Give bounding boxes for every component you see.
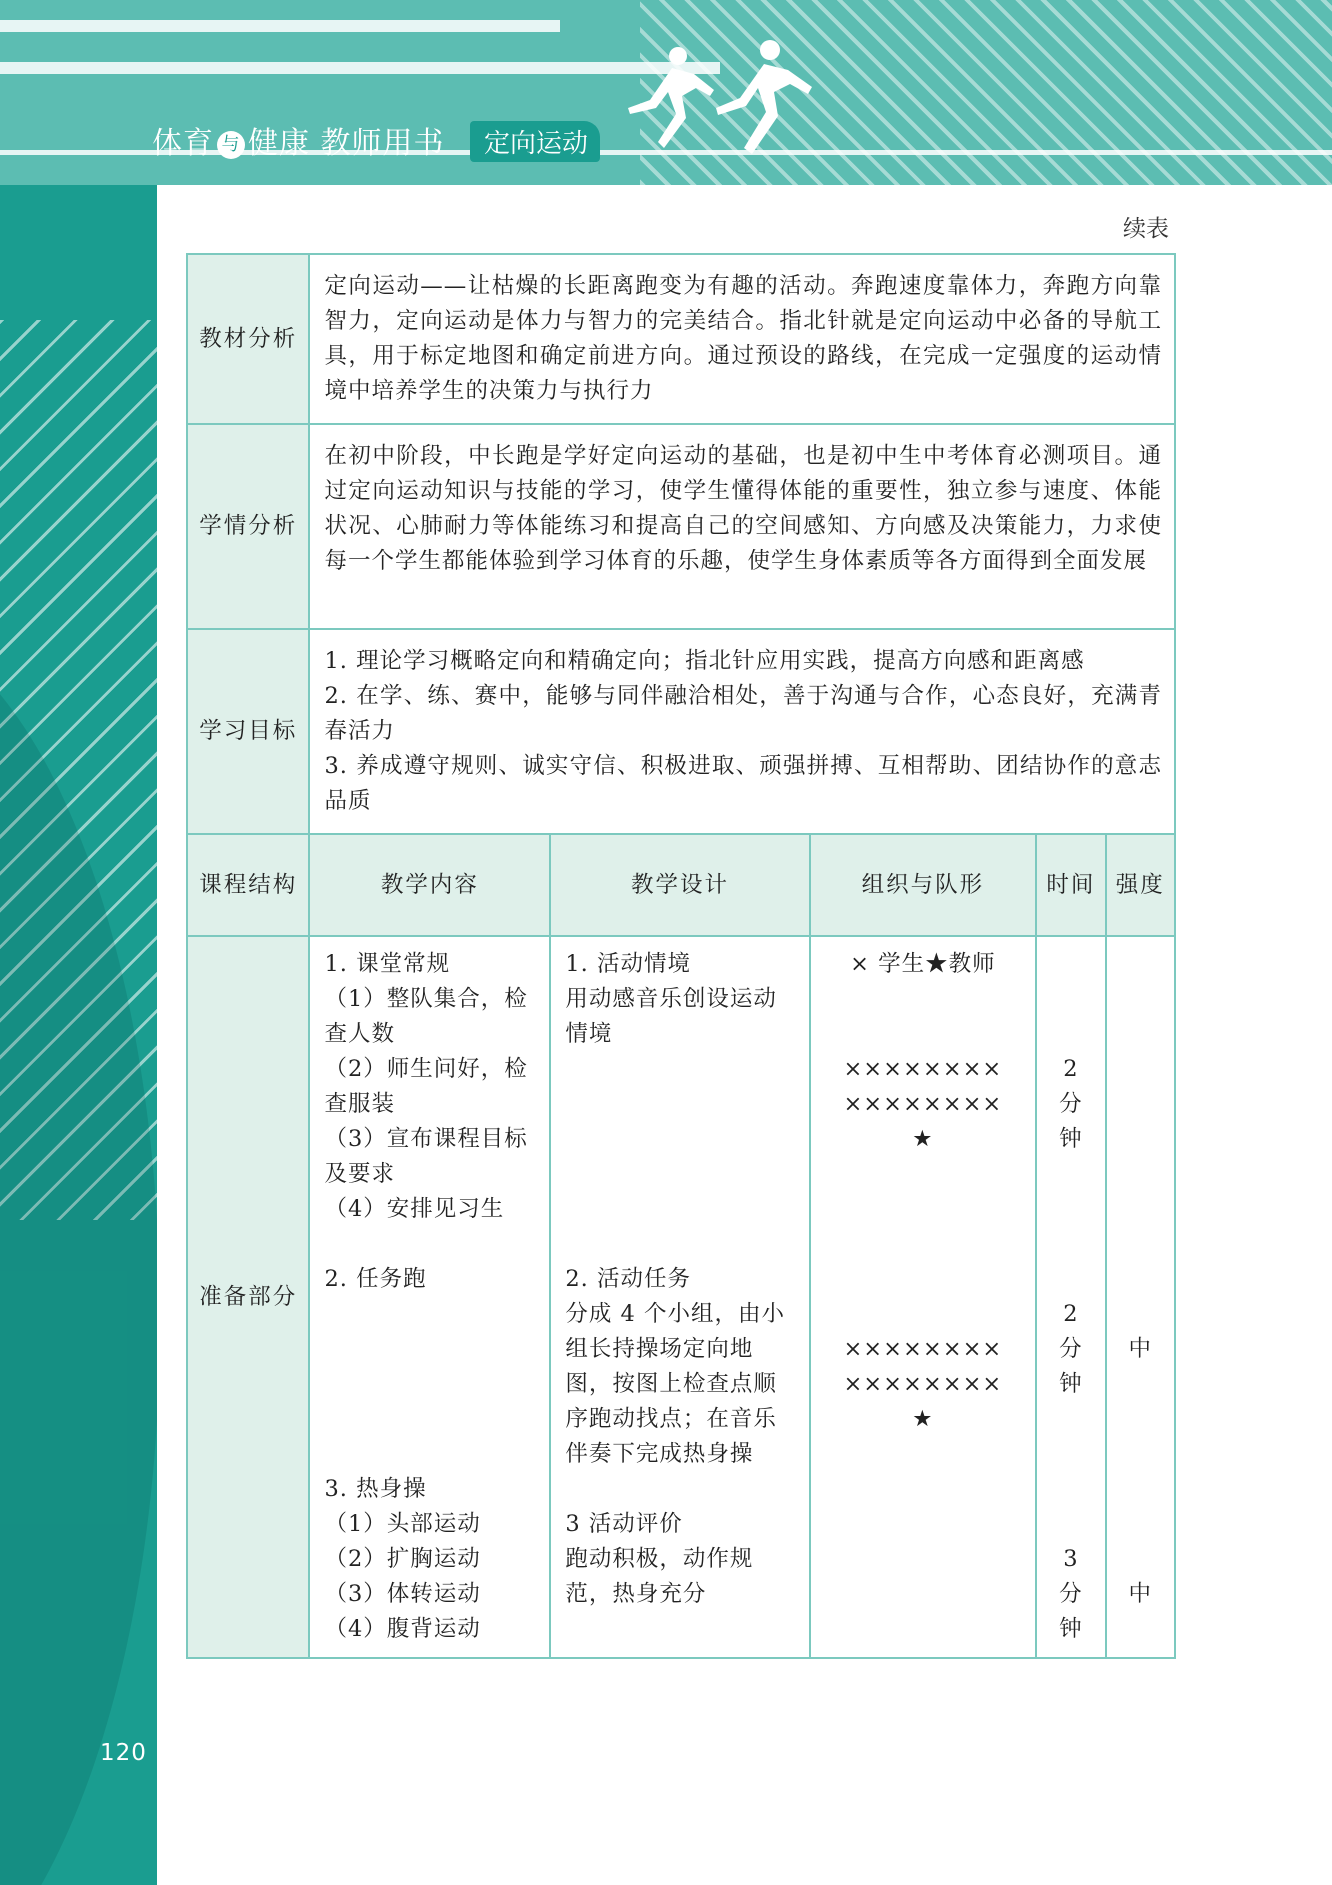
header-structure: 课程结构 <box>187 834 309 936</box>
design-line: 分成 4 个小组，由小组长持操场定向地图，按图上检查点顺序跑动找点；在音乐伴奏下完成热身操 <box>565 1301 785 1467</box>
content-line: 1. 课堂常规 <box>324 951 451 977</box>
label-text: 学习目标 <box>199 718 298 744</box>
design-line: 2. 活动任务 <box>565 1266 691 1292</box>
time-line: 分 <box>1059 1581 1083 1607</box>
content-line: （3）体转运动 <box>324 1581 481 1607</box>
content-line: 3. 热身操 <box>324 1476 427 1502</box>
header-band <box>0 20 560 32</box>
formation-row: ×××××××× <box>843 1056 1003 1082</box>
design-line: 跑动积极，动作规范，热身充分 <box>565 1546 754 1607</box>
goal-item: 1. 理论学习概略定向和精确定向；指北针应用实践，提高方向感和距离感 <box>324 648 1085 674</box>
teacher-star: ★ <box>912 1406 934 1432</box>
page-header <box>0 0 1332 185</box>
org-legend: × 学生★教师 <box>850 951 996 977</box>
formation-row: ×××××××× <box>843 1336 1003 1362</box>
side-decoration <box>0 0 157 1885</box>
header-org: 组织与队形 <box>810 834 1037 936</box>
design-line: 用动感音乐创设运动情境 <box>565 986 777 1047</box>
time-line: 钟 <box>1059 1616 1083 1642</box>
label-xueqing <box>187 424 309 629</box>
row-mubiao <box>187 629 1175 834</box>
content-line: （1）头部运动 <box>324 1511 481 1537</box>
page-number: 120 <box>100 1740 147 1766</box>
label-text: 学情分析 <box>199 513 298 539</box>
time-line: 分 <box>1059 1336 1083 1362</box>
structure-header-row <box>187 834 1175 936</box>
chapter-badge: 定向运动 <box>470 121 600 162</box>
prep-design <box>550 936 809 1658</box>
time-line: 钟 <box>1059 1371 1083 1397</box>
header-intensity: 强度 <box>1106 834 1175 936</box>
header-content: 教学内容 <box>309 834 550 936</box>
row-jiaocai <box>187 254 1175 424</box>
content-line: （4）腹背运动 <box>324 1616 481 1642</box>
content-line: 2. 任务跑 <box>324 1266 427 1292</box>
label-prep <box>187 936 309 1658</box>
content-line: （3）宣布课程目标及要求 <box>324 1126 528 1187</box>
header-design: 教学设计 <box>550 834 809 936</box>
intensity-value: 中 <box>1128 1581 1153 1607</box>
teacher-star: ★ <box>912 1126 934 1152</box>
label-text: 教材分析 <box>199 325 298 352</box>
title-and-badge: 与 <box>217 131 245 159</box>
design-line: 1. 活动情境 <box>565 951 691 977</box>
time-line: 2 <box>1063 1056 1079 1082</box>
row-prep <box>187 936 1175 1658</box>
title-part1: 体育 <box>152 126 214 161</box>
row-xueqing <box>187 424 1175 629</box>
title-part2: 健康 教师用书 <box>248 126 445 161</box>
text-xueqing: 在初中阶段，中长跑是学好定向运动的基础，也是初中生中考体育必测项目。通过定向运动知识与技能的学习，使学生懂得体能的重要性，独立参与速度、体能状况、心肺耐力等体能练习和提高自己的空间感知、方向感及决策能力，力求使每一个学生都能体验到学习体育的乐趣，使学生身体素质等各方面得到全面发展 <box>309 424 1175 629</box>
continued-label: 续表 <box>1123 216 1169 242</box>
content-line: （4）安排见习生 <box>324 1196 505 1222</box>
label-mubiao <box>187 629 309 834</box>
goal-item: 2. 在学、练、赛中，能够与同伴融洽相处，善于沟通与合作，心态良好，充满青春活力 <box>324 683 1162 744</box>
header-band <box>0 62 720 74</box>
lesson-plan-table <box>186 253 1176 1659</box>
prep-content <box>309 936 550 1658</box>
time-line: 3 <box>1063 1546 1079 1572</box>
content-line: （1）整队集合，检查人数 <box>324 986 528 1047</box>
text-mubiao <box>309 629 1175 834</box>
time-line: 分 <box>1059 1091 1083 1117</box>
content-line: （2）师生问好，检查服装 <box>324 1056 528 1117</box>
prep-time <box>1036 936 1105 1658</box>
label-text: 准备部分 <box>199 1283 298 1310</box>
formation-row: ×××××××× <box>843 1091 1003 1117</box>
goal-item: 3. 养成遵守规则、诚实守信、积极进取、顽强拼搏、互相帮助、团结协作的意志品质 <box>324 753 1162 814</box>
header-time: 时间 <box>1036 834 1105 936</box>
time-line: 钟 <box>1059 1126 1083 1152</box>
runners-icon <box>620 38 840 168</box>
book-title <box>152 118 445 162</box>
prep-org <box>810 936 1037 1658</box>
time-line: 2 <box>1063 1301 1079 1327</box>
text-jiaocai: 定向运动——让枯燥的长距离跑变为有趣的活动。奔跑速度靠体力，奔跑方向靠智力，定向运动是体力与智力的完美结合。指北针就是定向运动中必备的导航工具，用于标定地图和确定前进方向。通过预设的路线，在完成一定强度的运动情境中培养学生的决策力与执行力 <box>309 254 1175 424</box>
design-line: 3 活动评价 <box>565 1511 683 1537</box>
label-jiaocai <box>187 254 309 424</box>
prep-intensity <box>1106 936 1175 1658</box>
intensity-value: 中 <box>1128 1336 1153 1362</box>
content-line: （2）扩胸运动 <box>324 1546 481 1572</box>
formation-row: ×××××××× <box>843 1371 1003 1397</box>
